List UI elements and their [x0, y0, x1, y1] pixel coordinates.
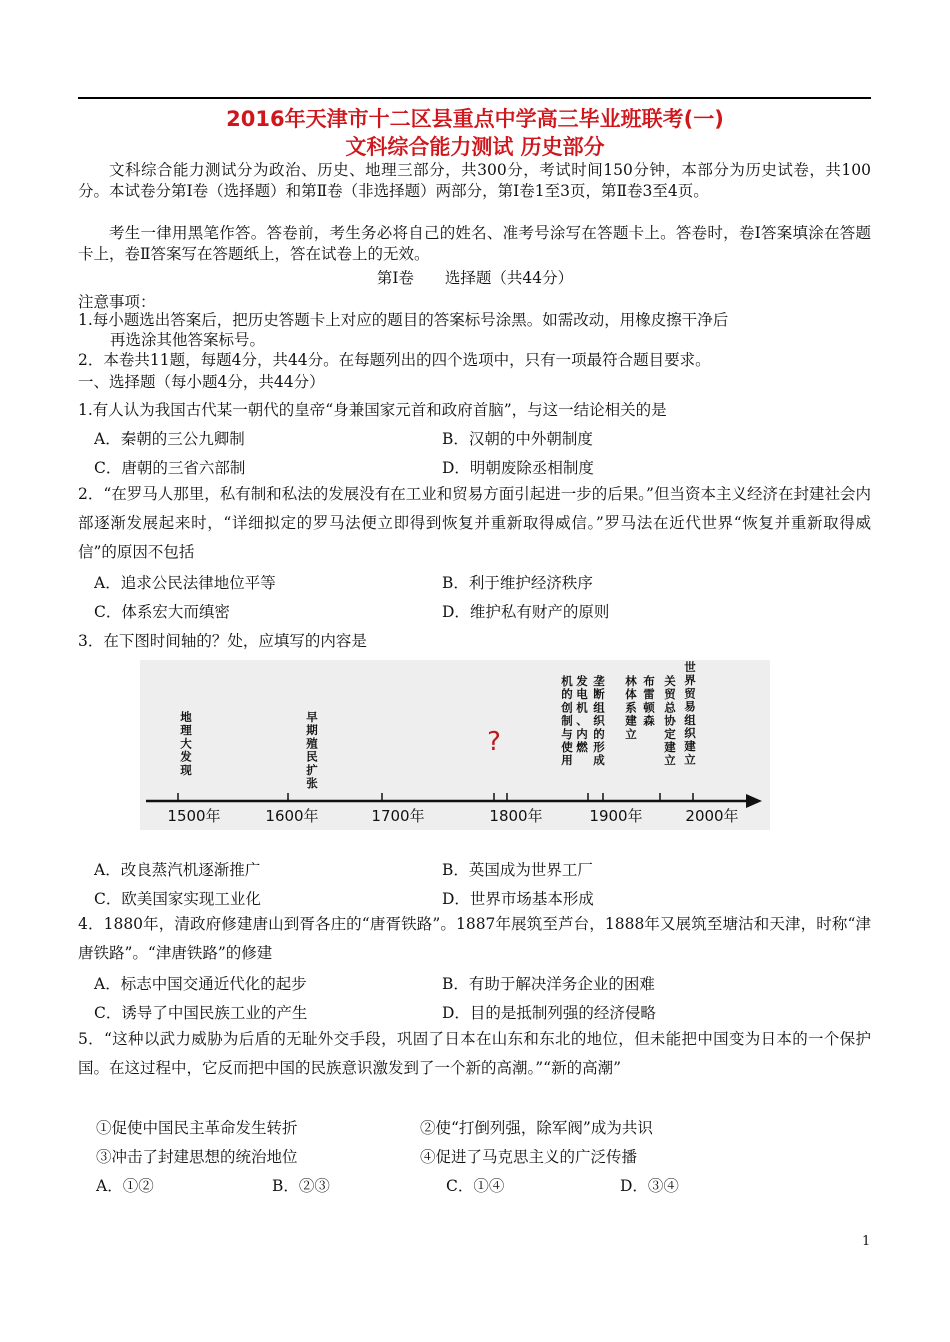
note-1: 1.每小题选出答案后，把历史答题卡上对应的题目的答案标号涂黑。如需改动，用橡皮擦干净后 — [78, 311, 729, 329]
timeline-question-mark: ? — [487, 727, 501, 757]
question-3-stem: 3．在下图时间轴的？处，应填写的内容是 — [78, 632, 367, 650]
question-5-stem: 5．“这种以武力威胁为后盾的无耻外交手段，巩固了日本在山东和东北的地位，但未能把中国变为日本的一个保护国。在这过程中，它反而把中国的民族意识激发到了一个新的高潮。”“新的高潮” — [78, 1030, 871, 1077]
q1-option-d: D．明朝废除丞相制度 — [442, 459, 594, 477]
intro-paragraph-2: 考生一律用黑笔作答。答卷前，考生务必将自己的姓名、准考号涂写在答题卡上。答卷时，卷Ⅰ答案填涂在答题卡上，卷Ⅱ答案写在答题纸上，答在试卷上的无效。 — [78, 224, 871, 263]
q2-option-a: A．追求公民法律地位平等 — [94, 574, 276, 592]
q4-option-c: C．诱导了中国民族工业的产生 — [94, 1004, 308, 1022]
question-1-stem: 1.有人认为我国古代某一朝代的皇帝“身兼国家元首和政府首脑”，与这一结论相关的是 — [78, 401, 667, 419]
q5-option-a: A．①② — [96, 1177, 154, 1195]
q2-option-b: B．利于维护经济秩序 — [442, 574, 593, 592]
timeline-figure — [140, 660, 770, 830]
axis-label-2000: 2000年 — [685, 807, 739, 825]
q2-option-d: D．维护私有财产的原则 — [442, 603, 610, 621]
axis-label-1600: 1600年 — [265, 807, 319, 825]
event-generator-engine-line-2: 机的创制与使用 — [561, 674, 573, 768]
question-4-stem: 4．1880年，清政府修建唐山到胥各庄的“唐胥铁路”。1887年展筑至芦台，1888年又展筑至塘沽和天津，时称“津唐铁路”。“津唐铁路”的修建 — [78, 915, 871, 962]
q1-option-b: B．汉朝的中外朝制度 — [442, 430, 593, 448]
event-bretton-woods-line-1: 布雷顿森 — [643, 674, 655, 728]
question-2-stem: 2．“在罗马人那里，私有制和私法的发展没有在工业和贸易方面引起进一步的后果。”但当资本主义经济在封建社会内部逐渐发展起来时，“详细拟定的罗马法便立即得到恢复并重新取得威信。”罗马法在近代世界“恢复并重新取得威信”的原因不包括 — [78, 485, 871, 561]
q5-item-3: ③冲击了封建思想的统治地位 — [96, 1148, 298, 1166]
section-heading: 第Ⅰ卷 选择题（共44分） — [376, 269, 574, 287]
note-1-continued: 再选涂其他答案标号。 — [110, 331, 266, 349]
axis-label-1900: 1900年 — [589, 807, 643, 825]
note-2: 2．本卷共11题，每题4分，共44分。在每题列出的四个选项中，只有一项最符合题目要求。 — [78, 351, 711, 369]
q1-option-c: C．唐朝的三省六部制 — [94, 459, 246, 477]
event-early-colonial-expansion: 早期殖民扩张 — [306, 710, 318, 790]
q3-option-d: D．世界市场基本形成 — [442, 890, 594, 908]
q5-item-2: ②使“打倒列强，除军阀”成为共识 — [420, 1119, 653, 1137]
q4-option-d: D．目的是抵制列强的经济侵略 — [442, 1004, 656, 1022]
event-gatt: 关贸总协定建立 — [664, 674, 676, 768]
axis-label-1800: 1800年 — [489, 807, 543, 825]
header-rule — [78, 97, 871, 99]
event-age-of-discovery: 地理大发现 — [180, 710, 192, 777]
event-generator-engine-line-1: 发电机、内燃 — [576, 674, 588, 754]
event-wto: 世界贸易组织建立 — [684, 660, 696, 767]
page-number: 1 — [862, 1234, 871, 1249]
q3-option-a: A．改良蒸汽机逐渐推广 — [94, 861, 261, 879]
q4-option-a: A．标志中国交通近代化的起步 — [94, 975, 307, 993]
q4-option-b: B．有助于解决洋务企业的困难 — [442, 975, 655, 993]
q5-option-d: D．③④ — [620, 1177, 679, 1195]
q3-option-b: B．英国成为世界工厂 — [442, 861, 593, 879]
q5-item-1: ①促使中国民主革命发生转折 — [96, 1119, 298, 1137]
axis-label-1500: 1500年 — [167, 807, 221, 825]
q1-option-a: A．秦朝的三公九卿制 — [94, 430, 245, 448]
q2-option-c: C．体系宏大而缜密 — [94, 603, 230, 621]
event-bretton-woods-line-2: 林体系建立 — [625, 674, 637, 741]
q3-option-c: C．欧美国家实现工业化 — [94, 890, 261, 908]
intro-paragraph-1: 文科综合能力测试分为政治、历史、地理三部分，共300分，考试时间150分钟，本部分为历史试卷，共100分。本试卷分第Ⅰ卷（选择题）和第Ⅱ卷（非选择题）两部分，第Ⅰ卷1至3页，第Ⅱ卷3至4页。 — [78, 161, 871, 200]
q5-item-4: ④促进了马克思主义的广泛传播 — [420, 1148, 638, 1166]
part-heading: 一、选择题（每小题4分，共44分） — [78, 373, 325, 391]
axis-label-1700: 1700年 — [371, 807, 425, 825]
q5-option-b: B．②③ — [272, 1177, 330, 1195]
q5-option-c: C．①④ — [446, 1177, 505, 1195]
exam-title: 2016年天津市十二区县重点中学高三毕业班联考(一) — [226, 107, 724, 131]
exam-subtitle: 文科综合能力测试 历史部分 — [345, 135, 605, 159]
event-monopoly-formation: 垄断组织的形成 — [593, 674, 605, 768]
notes-title: 注意事项： — [78, 293, 156, 311]
